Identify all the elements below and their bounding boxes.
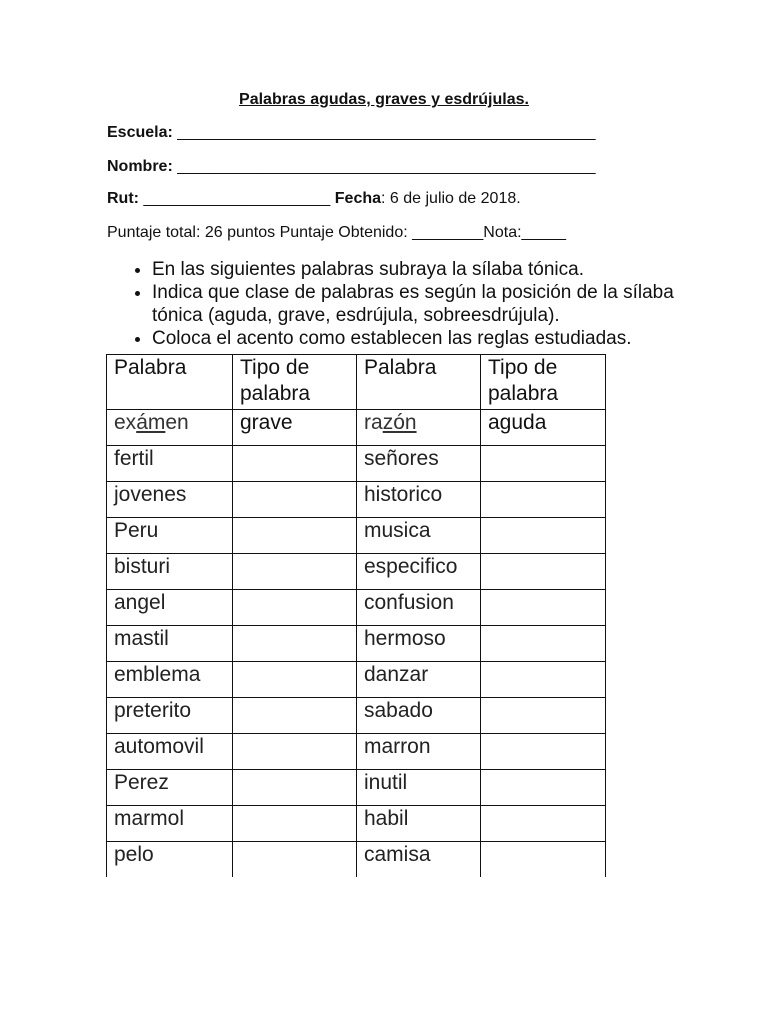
escuela-field (107, 124, 596, 142)
word-right: camisa (357, 842, 481, 878)
type-right-blank[interactable] (481, 662, 606, 698)
table-row (107, 482, 606, 518)
type-right-blank[interactable] (481, 626, 606, 662)
nombre-field (107, 158, 595, 176)
table-row (107, 590, 606, 626)
type-right-blank[interactable] (481, 590, 606, 626)
table-row (107, 806, 606, 842)
header-tipo: Tipo de palabra (233, 355, 357, 410)
word-right: marron (357, 734, 481, 770)
word-right: inutil (357, 770, 481, 806)
rut-blank: _____________________ (143, 190, 331, 207)
word-left: emblema (107, 662, 233, 698)
header-tipo: Tipo de palabra (481, 355, 606, 410)
table-row (107, 842, 606, 878)
escuela-label: Escuela: (107, 124, 173, 141)
fecha-label: Fecha (334, 190, 382, 207)
rut-label: Rut: (107, 190, 139, 207)
type-left-blank[interactable] (233, 518, 357, 554)
table-header-row (107, 355, 606, 410)
type-left-blank[interactable] (233, 806, 357, 842)
word-right: señores (357, 446, 481, 482)
type-right-blank[interactable] (481, 482, 606, 518)
type-right-blank[interactable] (481, 842, 606, 878)
type-left-blank[interactable] (233, 842, 357, 878)
word-right: habil (357, 806, 481, 842)
header-palabra: Palabra (107, 355, 233, 410)
words-table (106, 354, 606, 877)
word-right: danzar (357, 662, 481, 698)
type-right-blank[interactable] (481, 770, 606, 806)
word-right: historico (357, 482, 481, 518)
word-right: confusion (357, 590, 481, 626)
fecha-value: : 6 de julio de 2018. (381, 190, 521, 207)
escuela-blank: _______________________________________________ (177, 124, 596, 141)
example-row (107, 410, 606, 446)
type-right-blank[interactable] (481, 806, 606, 842)
type-right-blank[interactable] (481, 734, 606, 770)
type-right-blank[interactable] (481, 446, 606, 482)
nombre-blank: _______________________________________________ (177, 158, 596, 175)
type-right-blank[interactable] (481, 554, 606, 590)
puntaje-line: Puntaje total: 26 puntos Puntaje Obtenido: ________Nota:_____ (107, 224, 567, 241)
nombre-label: Nombre: (107, 158, 173, 175)
word-left: angel (107, 590, 233, 626)
word-left: bisturi (107, 554, 233, 590)
header-palabra: Palabra (357, 355, 481, 410)
word-left: Perez (107, 770, 233, 806)
example-word-left: exámen (107, 410, 233, 446)
type-left-blank[interactable] (233, 482, 357, 518)
example-type-left: grave (233, 410, 357, 446)
table-row (107, 770, 606, 806)
word-right: musica (357, 518, 481, 554)
instruction-item: • En las siguientes palabras subraya la sílaba tónica. (152, 258, 712, 281)
type-left-blank[interactable] (233, 554, 357, 590)
instruction-item: • Coloca el acento como establecen las reglas estudiadas. (152, 327, 712, 350)
word-left: pelo (107, 842, 233, 878)
word-left: Peru (107, 518, 233, 554)
rut-fecha-line (107, 190, 521, 208)
type-left-blank[interactable] (233, 662, 357, 698)
instructions-list (130, 258, 712, 350)
type-left-blank[interactable] (233, 590, 357, 626)
word-left: preterito (107, 698, 233, 734)
word-right: hermoso (357, 626, 481, 662)
table-row (107, 518, 606, 554)
word-left: fertil (107, 446, 233, 482)
word-right: sabado (357, 698, 481, 734)
type-left-blank[interactable] (233, 626, 357, 662)
word-right: especifico (357, 554, 481, 590)
type-right-blank[interactable] (481, 698, 606, 734)
instruction-item: • Indica que clase de palabras es según la posición de la sílaba tónica (aguda, grave, esdrújula, sobreesdrújula). (152, 281, 712, 327)
type-left-blank[interactable] (233, 698, 357, 734)
type-left-blank[interactable] (233, 770, 357, 806)
example-type-right: aguda (481, 410, 606, 446)
table-row (107, 662, 606, 698)
table-row (107, 554, 606, 590)
table-row (107, 698, 606, 734)
type-left-blank[interactable] (233, 446, 357, 482)
word-left: marmol (107, 806, 233, 842)
table-row (107, 446, 606, 482)
word-left: jovenes (107, 482, 233, 518)
type-left-blank[interactable] (233, 734, 357, 770)
word-left: automovil (107, 734, 233, 770)
worksheet-title: Palabras agudas, graves y esdrújulas. (239, 91, 529, 108)
type-right-blank[interactable] (481, 518, 606, 554)
example-word-right: razón (357, 410, 481, 446)
word-left: mastil (107, 626, 233, 662)
table-row (107, 626, 606, 662)
table-row (107, 734, 606, 770)
